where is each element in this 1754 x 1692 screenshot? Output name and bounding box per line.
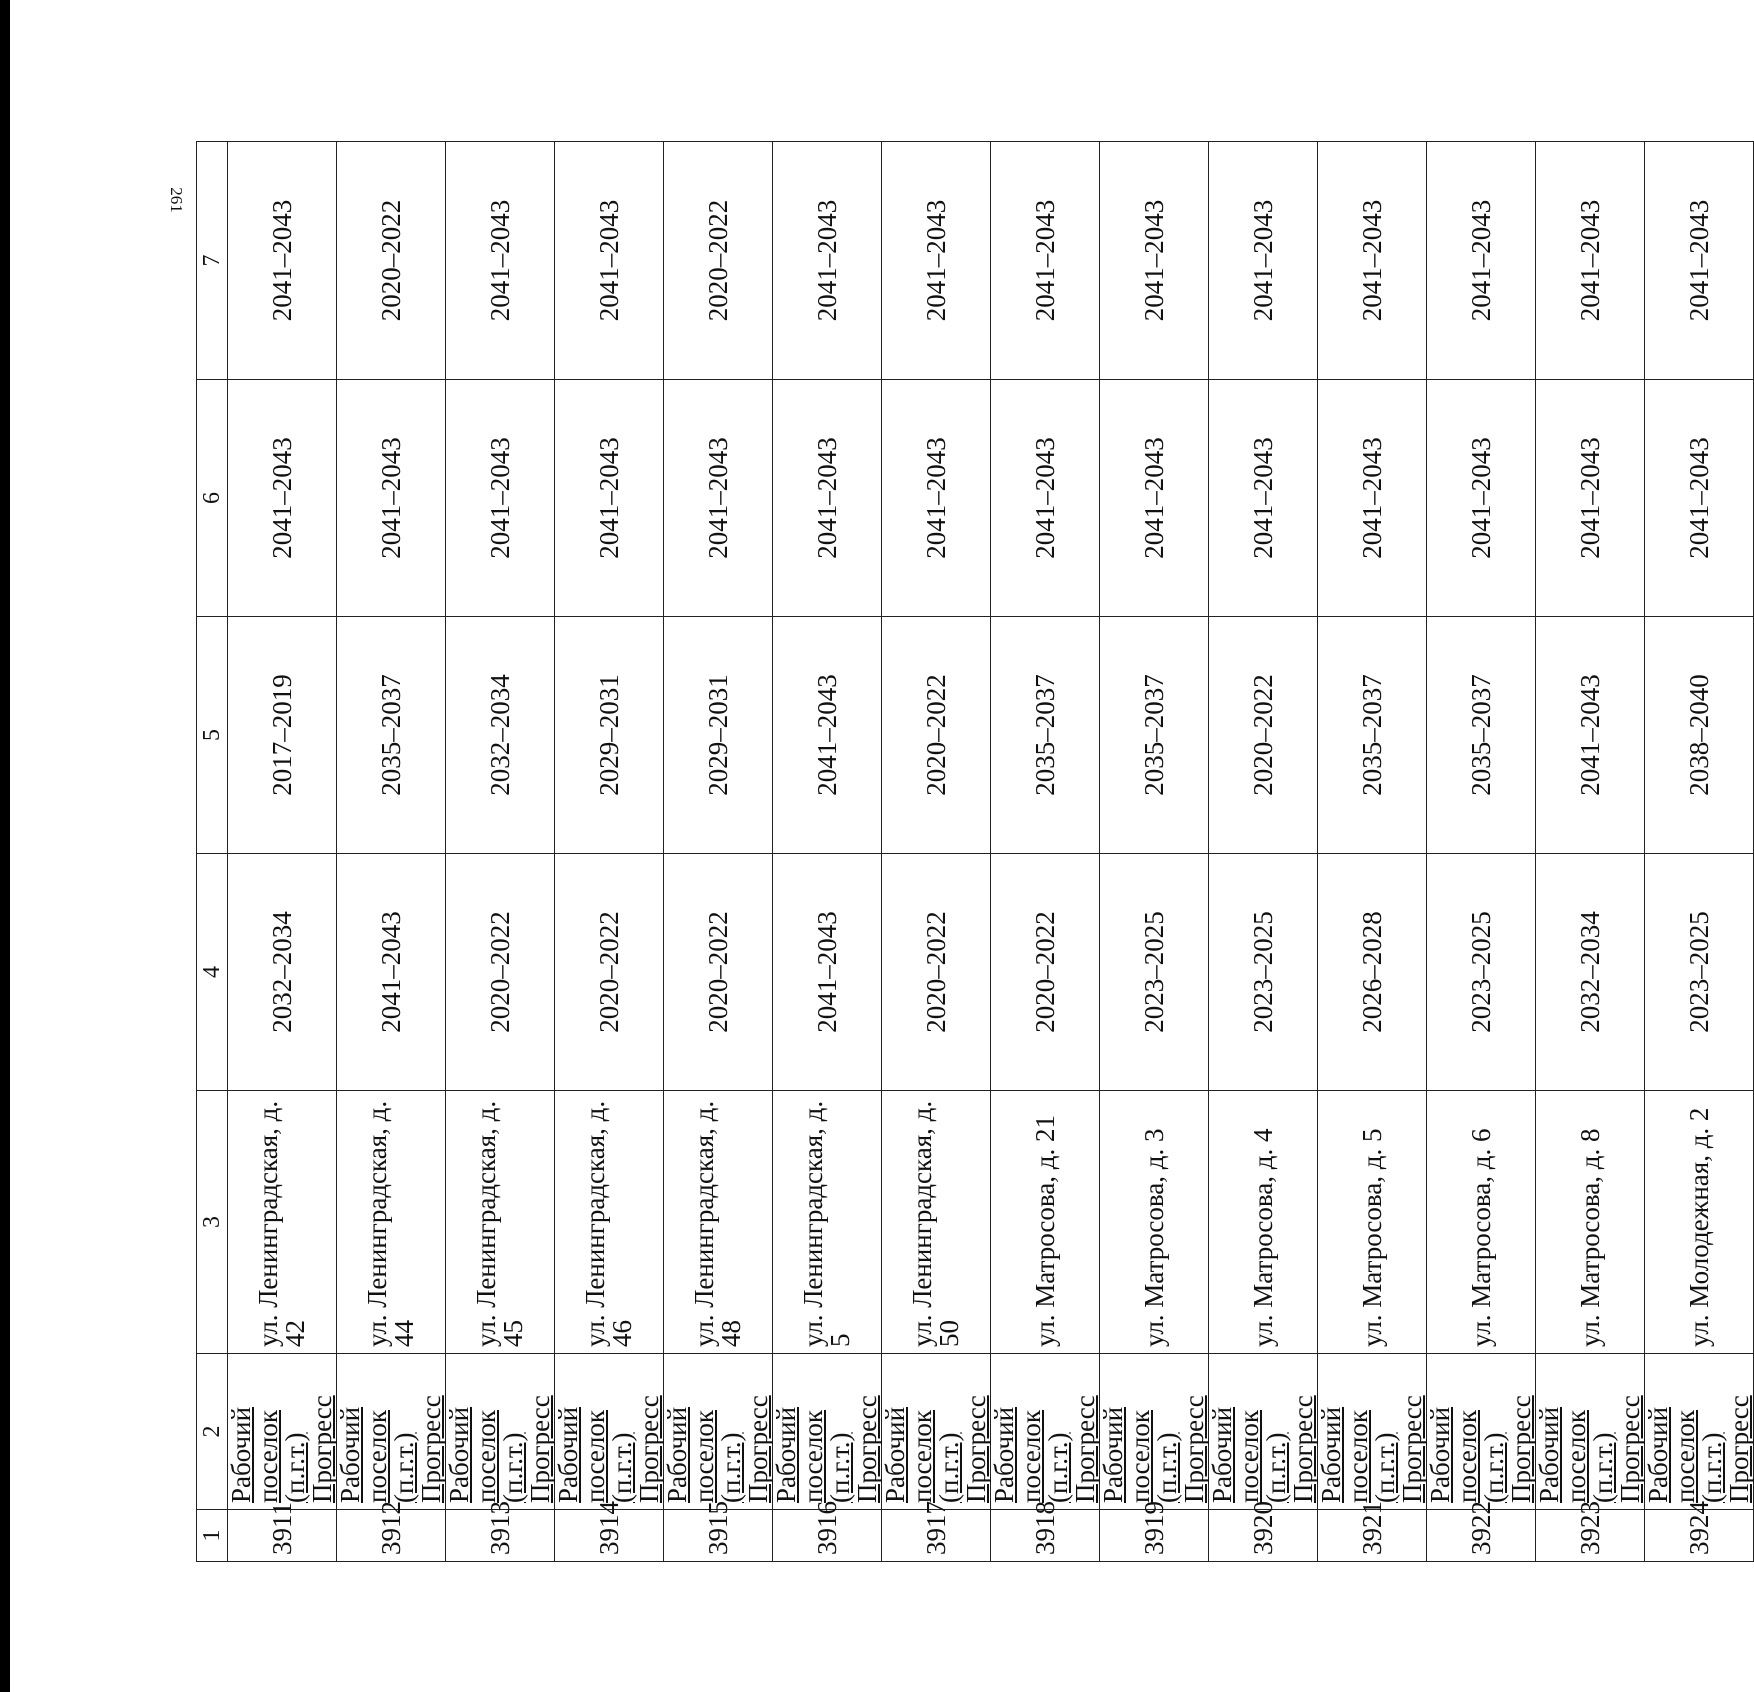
period-cell-col4: 2032–2034 bbox=[228, 854, 337, 1091]
column-header: 6 bbox=[197, 380, 228, 617]
row-number-cell: 3915 bbox=[664, 1510, 773, 1562]
scan-edge bbox=[0, 0, 10, 1692]
table-row bbox=[882, 142, 991, 1562]
column-header: 2 bbox=[197, 1354, 228, 1510]
address-cell: ул. Ленинградская, д. 42 bbox=[228, 1091, 337, 1354]
period-cell-col7: 2041–2043 bbox=[228, 142, 337, 380]
table-header-row bbox=[197, 142, 228, 1562]
period-cell-col4: 2026–2028 bbox=[1318, 854, 1427, 1091]
address-cell: ул. Ленинградская, д. 45 bbox=[446, 1091, 555, 1354]
period-cell-col4: 2032–2034 bbox=[1536, 854, 1645, 1091]
table-rotator bbox=[196, 142, 1754, 1562]
row-number-cell: 3918 bbox=[991, 1510, 1100, 1562]
period-cell-col5: 2029–2031 bbox=[664, 617, 773, 854]
period-cell-col6: 2041–2043 bbox=[882, 380, 991, 617]
period-cell-col6: 2041–2043 bbox=[1100, 380, 1209, 617]
settlement-cell: Рабочий поселок (п.г.т.) Прогресс bbox=[446, 1354, 555, 1510]
address-cell: ул. Матросова, д. 4 bbox=[1209, 1091, 1318, 1354]
period-cell-col6: 2041–2043 bbox=[1209, 380, 1318, 617]
column-header: 4 bbox=[197, 854, 228, 1091]
table-row bbox=[1209, 142, 1318, 1562]
address-cell: ул. Матросова, д. 3 bbox=[1100, 1091, 1209, 1354]
settlement-cell: Рабочий поселок (п.г.т.) Прогресс bbox=[882, 1354, 991, 1510]
settlement-cell: Рабочий поселок (п.г.т.) Прогресс bbox=[337, 1354, 446, 1510]
period-cell-col5: 2017–2019 bbox=[228, 617, 337, 854]
row-number-cell: 3916 bbox=[773, 1510, 882, 1562]
address-cell: ул. Матросова, д. 21 bbox=[991, 1091, 1100, 1354]
period-cell-col7: 2041–2043 bbox=[773, 142, 882, 380]
period-cell-col4: 2041–2043 bbox=[773, 854, 882, 1091]
table-row bbox=[337, 142, 446, 1562]
settlement-cell: Рабочий поселок (п.г.т.) Прогресс bbox=[1100, 1354, 1209, 1510]
row-number-cell: 3917 bbox=[882, 1510, 991, 1562]
period-cell-col7: 2041–2043 bbox=[882, 142, 991, 380]
period-cell-col6: 2041–2043 bbox=[1318, 380, 1427, 617]
settlement-cell: Рабочий поселок (п.г.т.) Прогресс bbox=[1645, 1354, 1754, 1510]
settlement-cell: Рабочий поселок (п.г.т.) Прогресс bbox=[664, 1354, 773, 1510]
period-cell-col5: 2035–2037 bbox=[337, 617, 446, 854]
settlement-cell: Рабочий поселок (п.г.т.) Прогресс bbox=[1209, 1354, 1318, 1510]
period-cell-col4: 2020–2022 bbox=[555, 854, 664, 1091]
period-cell-col6: 2041–2043 bbox=[1536, 380, 1645, 617]
period-cell-col6: 2041–2043 bbox=[555, 380, 664, 617]
row-number-cell: 3924 bbox=[1645, 1510, 1754, 1562]
period-cell-col4: 2023–2025 bbox=[1427, 854, 1536, 1091]
table-body bbox=[228, 142, 1754, 1562]
period-cell-col7: 2041–2043 bbox=[1100, 142, 1209, 380]
table-row bbox=[773, 142, 882, 1562]
period-cell-col7: 2020–2022 bbox=[664, 142, 773, 380]
table-row bbox=[991, 142, 1100, 1562]
period-cell-col5: 2035–2037 bbox=[1100, 617, 1209, 854]
table-row bbox=[1645, 142, 1754, 1562]
table-row bbox=[1100, 142, 1209, 1562]
period-cell-col5: 2029–2031 bbox=[555, 617, 664, 854]
settlement-cell: Рабочий поселок (п.г.т.) Прогресс bbox=[773, 1354, 882, 1510]
period-cell-col4: 2020–2022 bbox=[882, 854, 991, 1091]
row-number-cell: 3911 bbox=[228, 1510, 337, 1562]
table-row bbox=[228, 142, 337, 1562]
address-cell: ул. Матросова, д. 5 bbox=[1318, 1091, 1427, 1354]
period-cell-col4: 2023–2025 bbox=[1209, 854, 1318, 1091]
address-cell: ул. Молодежная, д. 2 bbox=[1645, 1091, 1754, 1354]
row-number-cell: 3922 bbox=[1427, 1510, 1536, 1562]
row-number-cell: 3919 bbox=[1100, 1510, 1209, 1562]
schedule-table bbox=[196, 141, 1754, 1562]
period-cell-col4: 2020–2022 bbox=[664, 854, 773, 1091]
period-cell-col6: 2041–2043 bbox=[773, 380, 882, 617]
period-cell-col5: 2038–2040 bbox=[1645, 617, 1754, 854]
settlement-cell: Рабочий поселок (п.г.т.) Прогресс bbox=[228, 1354, 337, 1510]
row-number-cell: 3920 bbox=[1209, 1510, 1318, 1562]
table-row bbox=[1427, 142, 1536, 1562]
address-cell: ул. Матросова, д. 8 bbox=[1536, 1091, 1645, 1354]
column-header: 3 bbox=[197, 1091, 228, 1354]
period-cell-col7: 2041–2043 bbox=[1318, 142, 1427, 380]
period-cell-col4: 2023–2025 bbox=[1100, 854, 1209, 1091]
row-number-cell: 3912 bbox=[337, 1510, 446, 1562]
period-cell-col5: 2035–2037 bbox=[1427, 617, 1536, 854]
period-cell-col7: 2041–2043 bbox=[1536, 142, 1645, 380]
settlement-cell: Рабочий поселок (п.г.т.) Прогресс bbox=[991, 1354, 1100, 1510]
period-cell-col7: 2041–2043 bbox=[1645, 142, 1754, 380]
table-row bbox=[1536, 142, 1645, 1562]
period-cell-col6: 2041–2043 bbox=[337, 380, 446, 617]
period-cell-col6: 2041–2043 bbox=[1645, 380, 1754, 617]
period-cell-col5: 2041–2043 bbox=[1536, 617, 1645, 854]
period-cell-col7: 2041–2043 bbox=[1209, 142, 1318, 380]
address-cell: ул. Матросова, д. 6 bbox=[1427, 1091, 1536, 1354]
table-row bbox=[1318, 142, 1427, 1562]
period-cell-col5: 2035–2037 bbox=[1318, 617, 1427, 854]
period-cell-col4: 2020–2022 bbox=[991, 854, 1100, 1091]
row-number-cell: 3913 bbox=[446, 1510, 555, 1562]
period-cell-col6: 2041–2043 bbox=[991, 380, 1100, 617]
row-number-cell: 3921 bbox=[1318, 1510, 1427, 1562]
column-header: 1 bbox=[197, 1510, 228, 1562]
period-cell-col5: 2020–2022 bbox=[882, 617, 991, 854]
table-row bbox=[555, 142, 664, 1562]
period-cell-col6: 2041–2043 bbox=[228, 380, 337, 617]
period-cell-col4: 2041–2043 bbox=[337, 854, 446, 1091]
period-cell-col6: 2041–2043 bbox=[664, 380, 773, 617]
period-cell-col7: 2041–2043 bbox=[991, 142, 1100, 380]
address-cell: ул. Ленинградская, д. 46 bbox=[555, 1091, 664, 1354]
period-cell-col7: 2041–2043 bbox=[1427, 142, 1536, 380]
period-cell-col6: 2041–2043 bbox=[1427, 380, 1536, 617]
settlement-cell: Рабочий поселок (п.г.т.) Прогресс bbox=[555, 1354, 664, 1510]
table-row bbox=[664, 142, 773, 1562]
period-cell-col5: 2035–2037 bbox=[991, 617, 1100, 854]
row-number-cell: 3914 bbox=[555, 1510, 664, 1562]
period-cell-col7: 2020–2022 bbox=[337, 142, 446, 380]
settlement-cell: Рабочий поселок (п.г.т.) Прогресс bbox=[1536, 1354, 1645, 1510]
period-cell-col5: 2020–2022 bbox=[1209, 617, 1318, 854]
settlement-cell: Рабочий поселок (п.г.т.) Прогресс bbox=[1427, 1354, 1536, 1510]
period-cell-col4: 2023–2025 bbox=[1645, 854, 1754, 1091]
settlement-cell: Рабочий поселок (п.г.т.) Прогресс bbox=[1318, 1354, 1427, 1510]
period-cell-col4: 2020–2022 bbox=[446, 854, 555, 1091]
period-cell-col7: 2041–2043 bbox=[446, 142, 555, 380]
period-cell-col6: 2041–2043 bbox=[446, 380, 555, 617]
period-cell-col7: 2041–2043 bbox=[555, 142, 664, 380]
period-cell-col5: 2041–2043 bbox=[773, 617, 882, 854]
row-number-cell: 3923 bbox=[1536, 1510, 1645, 1562]
table-row bbox=[446, 142, 555, 1562]
address-cell: ул. Ленинградская, д. 48 bbox=[664, 1091, 773, 1354]
column-header: 7 bbox=[197, 142, 228, 380]
address-cell: ул. Ленинградская, д. 5 bbox=[773, 1091, 882, 1354]
page-number: 261 bbox=[167, 187, 186, 213]
period-cell-col5: 2032–2034 bbox=[446, 617, 555, 854]
address-cell: ул. Ленинградская, д. 44 bbox=[337, 1091, 446, 1354]
column-header: 5 bbox=[197, 617, 228, 854]
address-cell: ул. Ленинградская, д. 50 bbox=[882, 1091, 991, 1354]
